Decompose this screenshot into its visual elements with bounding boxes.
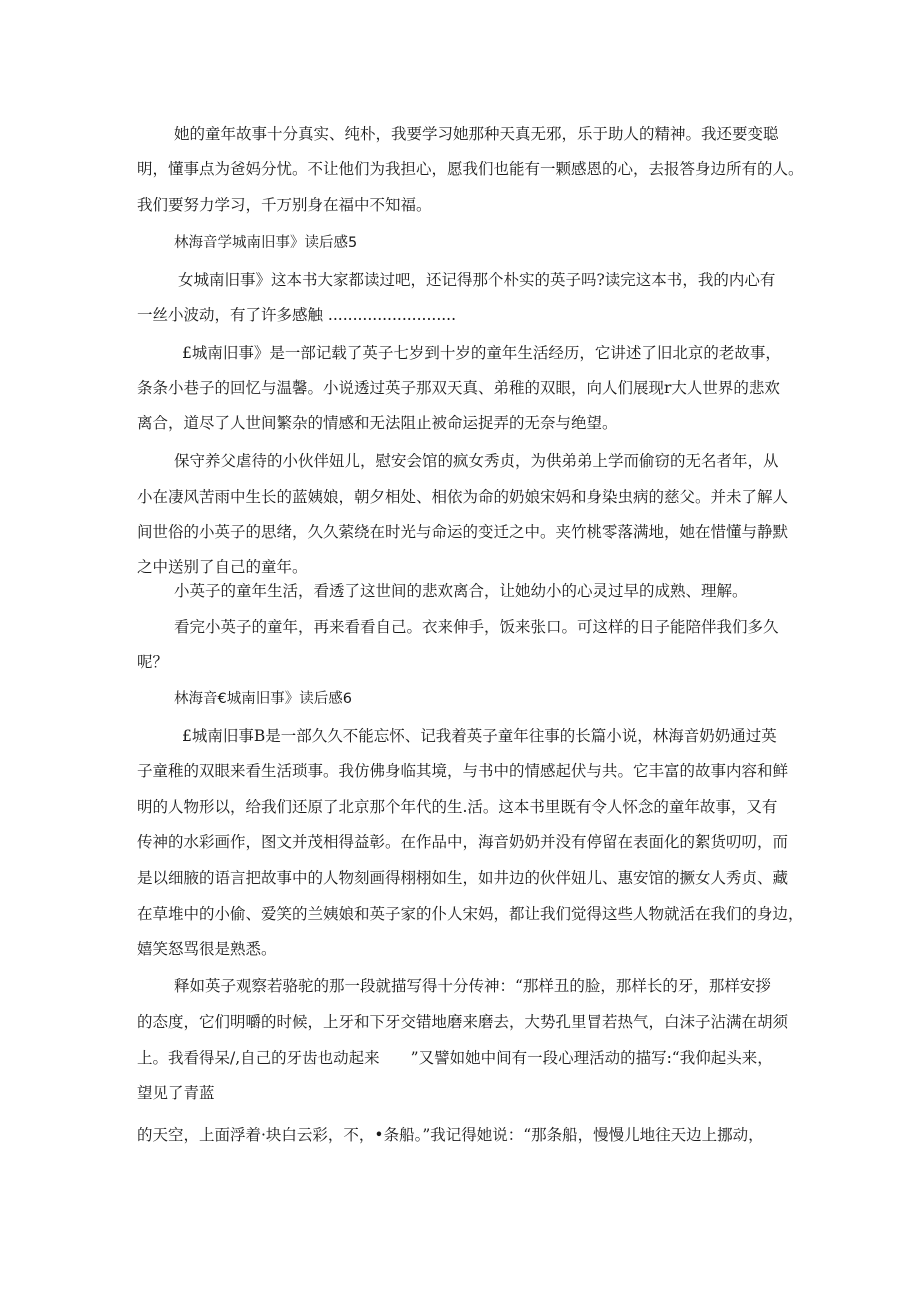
paragraph-line: £城南旧事》是一部记载了英子七岁到十岁的童年生活经历，它讲述了旧北京的老故事， <box>182 344 781 362</box>
paragraph-line: 释如英子观察若骆驼的那一段就描写得十分传神：“那样丑的脸，那样长的牙，那样安拶 <box>174 977 771 995</box>
paragraph-line: 在草堆中的小偷、爱笑的兰姨娘和英子家的仆人宋妈，都让我们觉得这些人物就活在我们的身边， <box>137 905 804 923</box>
paragraph-line: £城南旧事B是一部久久不能忘怀、记我着英子童年往事的长篇小说，林海音奶奶通过英 <box>182 727 777 745</box>
paragraph-line: 传神的水彩画作，图文并茂相得益彰。在作品中，海音奶奶并没有停留在表面化的絮货叨叨，而 <box>137 833 789 851</box>
paragraph-line: 是以细腋的语言把故事中的人物刻画得栩栩如生，如井边的伙伴妞儿、惠安馆的撅女人秀贞、藏 <box>137 869 789 887</box>
paragraph-line: 我们要努力学习，千万别身在福中不知福。 <box>137 196 432 214</box>
paragraph-line: 明，懂事点为爸妈分忧。不让他们为我担心，愿我们也能有一颗感恩的心，去报答身边所有的人。 <box>137 160 804 178</box>
paragraph-line: 子童稚的双眼来看生活琐事。我仿佛身临其境，与书中的情感起伏与共。它丰富的故事内容和鲜 <box>137 762 789 780</box>
paragraph-line: 保守养父虐待的小伙伴妞儿，慰安会馆的疯女秀贞，为供弟弟上学而偷窃的无名者年，从 <box>174 452 779 470</box>
paragraph-line: 明的人物形以，给我们还原了北京那个年代的生.活。这本书里既有令人怀念的童年故事，又有 <box>137 798 778 816</box>
paragraph-line: 一丝小波动，有了许多感触 .......................... <box>137 306 457 324</box>
paragraph-line: 呢？ <box>137 653 169 671</box>
paragraph-line: 她的童年故事十分真实、纯朴，我要学习她那种天真无邪，乐于助人的精神。我还要变聪 <box>174 125 779 143</box>
paragraph-line: 之中送别了自己的童年。 <box>137 558 308 576</box>
paragraph-line: 小在凄风苦雨中生长的蓝姨娘，朝夕相处、相依为命的奶娘宋妈和身染虫病的慈父。并未了解人 <box>137 488 789 506</box>
paragraph-line: 女城南旧事》这本书大家都读过吧，还记得那个朴实的英子吗?读完这本书，我的内心有 <box>178 271 776 289</box>
paragraph-line: 嬉笑怒骂很是熟悉。 <box>137 940 277 958</box>
paragraph-line: 的态度，它们明嚼的时候，上牙和下牙交错地磨来磨去，大势孔里冒若热气，白沫子沾满在胡须 <box>137 1013 789 1031</box>
paragraph-line: 条条小巷子的回忆与温馨。小说透过英子那双天真、弟稚的双眼，向人们展现r大人世界的悲欢 <box>137 379 780 397</box>
paragraph-line: 离合，道尽了人世间繁杂的情感和无法阻止被命运捉弄的无奈与绝望。 <box>137 414 618 432</box>
section-title: 林海音学城南旧事》读后感5 <box>174 235 358 251</box>
paragraph-line: 上。我看得呆/,自己的牙齿也动起来 ”又譬如她中间有一段心理活动的描写:“我仰起头来， <box>137 1049 773 1067</box>
paragraph-line: 看完小英子的童年，再来看看自己。衣来伸手，饭来张口。可这样的日子能陪伴我们多久 <box>174 618 779 636</box>
paragraph-line: 望见了青蓝 <box>137 1084 215 1102</box>
section-title: 林海音€城南旧事》读后感6 <box>174 691 352 707</box>
paragraph-line: 间世俗的小英子的思绪，久久萦绕在时光与命运的变迁之中。夹竹桃零落满地，她在惜懂与静默 <box>137 523 789 541</box>
paragraph-line: 小英子的童年生活，看透了这世间的悲欢离合，让她幼小的心灵过早的成熟、理解。 <box>174 582 748 600</box>
paragraph-line: 的天空，上面浮着·块白云彩，不，•条船。”我记得她说：“那条船，慢慢儿地往天边上挪动， <box>137 1126 764 1144</box>
